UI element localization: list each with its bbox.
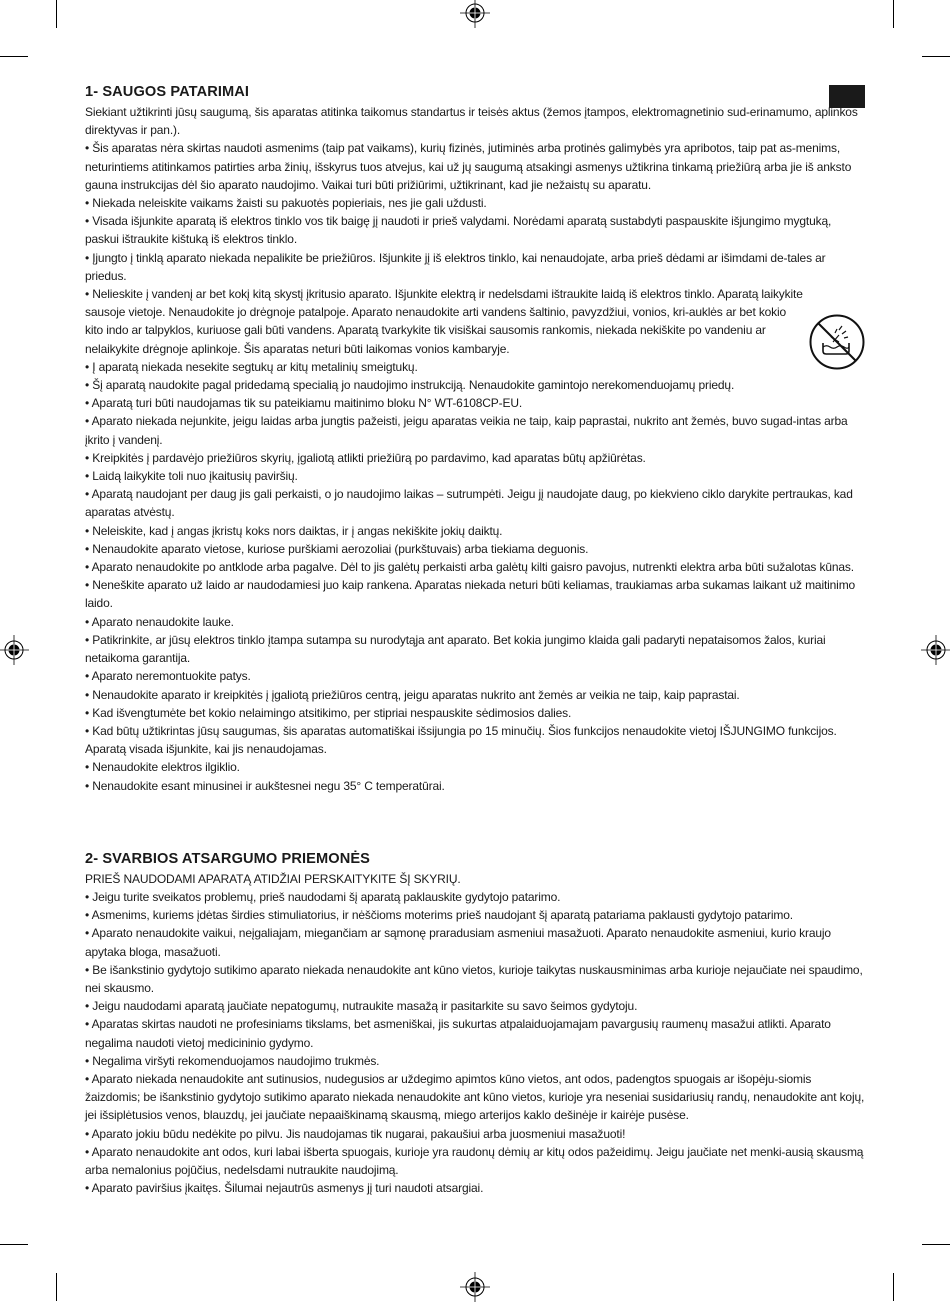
paragraph: • Aparatą naudojant per daug jis gali perkaisti, o jo naudojimo laikas – sutrumpėti. Jeigu jį naudojate daug, po kiekvieno ciklo darykite pertraukas, kad aparatas atvėstų.	[85, 487, 853, 520]
crop-mark-top-left	[56, 0, 57, 28]
paragraph: • Nenaudokite elektros ilgiklio.	[85, 760, 240, 775]
paragraph: • Jeigu naudodami aparatą jaučiate nepatogumų, nutraukite masažą ir pasitarkite su savo šeimos gydytoju.	[85, 999, 638, 1014]
manual-content	[85, 82, 867, 1197]
paragraph: • Aparato neremontuokite patys.	[85, 669, 251, 684]
paragraph: • Visada išjunkite aparatą iš elektros tinklo vos tik baigę jį naudoti ir prieš valydami. Norėdami aparatą sustabdyti paspauskite išjungimo mygtuką, paskui ištraukite kištuką iš elektros tinklo.	[85, 214, 832, 247]
paragraph: • Aparatas skirtas naudoti ne profesiniams tikslams, bet asmeniškai, jis sukurtas atpalaiduojamajam pavargusių raumenų masažui atlikti. Aparato negalima naudoti vietoj medicininio gydymo.	[85, 1017, 831, 1050]
paragraph: • Šis aparatas nėra skirtas naudoti asmenims (taip pat vaikams), kurių fizinės, jutiminės arba protinės galimybės yra apribotos, taip pat as-menims, neturintiems atitinkamos patirties arba žinių, išskyrus tuos atvejus, kai už jų saugumą atsakingi asmenys užtikrina tinkamą priežiūrą arba jie iš anksto gauna instrukcijas dėl šio aparato naudojimo. Vaikai turi būti prižiūrimi, užtikrinant, kad jie nežaistų su aparatu.	[85, 141, 852, 192]
paragraph: • Nenaudokite aparato ir kreipkitės į įgaliotą priežiūros centrą, jeigu aparatas nukrito ant žemės ar veikia ne taip, kaip paprastai.	[85, 687, 740, 702]
paragraph: • Nenaudokite esant minusinei ir aukštesnei negu 35° C temperatūrai.	[85, 778, 445, 793]
paragraph: • Be išankstinio gydytojo sutikimo aparato niekada nenaudokite ant kūno vietos, kurioje taikytas nuskausminimas arba kurioje nejaučiate nei spaudimo, nei skausmo.	[85, 962, 863, 995]
paragraph: • Nelieskite į vandenį ar bet kokį kitą skystį įkritusio aparato. Išjunkite elektrą ir nedelsdami ištraukite laidą iš elektros tinklo. Aparatą laikykite sausoje vietoje. Nenaudokite jo drėgnoje patalpoje. Aparato nenaudokite arti vandens šaltinio, pavyzdžiui, vonios, kri-auklės ar bet kokio kito indo ar talpyklos, kuriuose gali būti vandens. Aparatą tvarkykite tik visiškai sausomis rankomis, niekada nekiškite po vandeniu ar nelaikykite drėgnoje aplinkoje. Šis aparatas neturi būti laikomas vonios kambaryje.	[85, 287, 803, 356]
paragraph: Siekiant užtikrinti jūsų saugumą, šis aparatas atitinka taikomus standartus ir teisės aktus (žemos įtampos, elektromagnetinio sud-erinamumo, aplinkos direktyvas ir pan.).	[85, 105, 858, 138]
paragraph: • Aparato jokiu būdu nedėkite po pilvu. Jis naudojamas tik nugarai, pakaušiui arba juosmeniui masažuoti!	[85, 1126, 626, 1141]
paragraph: • Aparato niekada nejunkite, jeigu laidas arba jungtis pažeisti, jeigu aparatas veikia ne taip, kaip paprastai, nukrito ant žemės, buvo sugad-intas arba įkrito į vandenį.	[85, 414, 848, 447]
crop-mark-bottom-left	[56, 1273, 57, 1301]
paragraph: • Jeigu turite sveikatos problemų, prieš naudodami šį aparatą paklauskite gydytojo patarimo.	[85, 889, 561, 904]
paragraph: • Įjungto į tinklą aparato niekada nepalikite be priežiūros. Išjunkite jį iš elektros tinklo, kai nenaudojate, arba prieš dėdami ar išimdami de-tales ar priedus.	[85, 250, 826, 283]
crop-mark-bottom-right	[893, 1273, 894, 1301]
paragraph: • Aparato nenaudokite ant odos, kuri labai išberta spuogais, kurioje yra raudonų dėmių ar kitų odos pažeidimų. Jeigu jaučiate net menki-ausią skausmą arba nemalonius pojūčius, nedelsdami nutraukite naudojimą.	[85, 1144, 864, 1177]
paragraph: • Aparato nenaudokite po antklode arba pagalve. Dėl to jis galėtų perkaisti arba galėtų kilti gaisro pavojus, nutrenkti elektra arba būti sužalotas kūnas.	[85, 560, 854, 575]
paragraph: • Nenaudokite aparato vietose, kuriose purškiami aerozoliai (purkštuvais) arba tiekiama deguonis.	[85, 541, 589, 556]
section-title-precautions: 2- SVARBIOS ATSARGUMO PRIEMONĖS	[85, 850, 370, 867]
paragraph: • Laidą laikykite toli nuo įkaitusių paviršių.	[85, 469, 298, 484]
paragraph: • Į aparatą niekada nesekite segtukų ar kitų metalinių smeigtukų.	[85, 359, 418, 374]
paragraph: • Kad išvengtumėte bet kokio nelaimingo atsitikimo, per stipriai nespauskite sėdimosios dalies.	[85, 705, 572, 720]
paragraph: • Aparato nenaudokite vaikui, neįgaliajam, miegančiam ar sąmonę praradusiam asmeniui masažuoti. Aparato nenaudokite asmeniui, kurio kraujo apytaka bloga, masažuoti.	[85, 926, 831, 959]
paragraph: • Kad būtų užtikrintas jūsų saugumas, šis aparatas automatiškai išsijungia po 15 minučių. Šios funkcijos nenaudokite vietoj IŠJUNGIMO funkcijos. Aparatą visada išjunkite, kai jis nenaudojamas.	[85, 723, 837, 757]
crop-mark-right-top	[922, 56, 950, 57]
section-spacer	[85, 795, 867, 849]
crop-mark-top-right	[893, 0, 894, 28]
paragraph: • Aparato nenaudokite lauke.	[85, 614, 234, 629]
paragraph: • Patikrinkite, ar jūsų elektros tinklo įtampa sutampa su nurodytąja ant aparato. Bet kokia jungimo klaida gali padaryti nepataisomos žalos, kuriai netaikoma garantija.	[85, 632, 826, 666]
paragraph: • Šį aparatą naudokite pagal pridedamą specialią jo naudojimo instrukciją. Nenaudokite gamintojo nerekomenduojamų priedų.	[85, 378, 735, 393]
paragraph: • Aparatą turi būti naudojamas tik su pateikiamu maitinimo bloku N° WT-6108CP-EU.	[85, 396, 523, 411]
registration-mark-icon	[460, 0, 490, 28]
paragraph: • Aparato niekada nenaudokite ant sutinusios, nudegusios ar uždegimo apimtos kūno vietos, ant odos, padengtos spuogais ar išopėju-siomis žaizdomis; be išankstinio gydytojo sutikimo aparato niekada nenaudokite ant kūno vietos, kurioje yra neseniai susidariusių randų, nenaudokite ant kojų, jei išsiplėtusios venos, blauzdų, jei jaučiate nepaaiškinamą skausmą, miego arterijos kaklo dešinėje ir kairėje pusėse.	[85, 1071, 865, 1123]
paragraph: • Negalima viršyti rekomenduojamos naudojimo trukmės.	[85, 1053, 380, 1068]
registration-mark-icon	[921, 635, 950, 665]
registration-mark-icon	[0, 635, 29, 665]
paragraph: • Neleiskite, kad į angas įkristų koks nors daiktas, ir į angas nekiškite jokių daiktų.	[85, 523, 503, 538]
section-title-safety: 1- SAUGOS PATARIMAI	[85, 84, 250, 100]
crop-mark-right-bottom	[922, 1244, 950, 1245]
paragraph: • Kreipkitės į pardavėjo priežiūros skyrių, įgaliotą atlikti priežiūrą po pardavimo, kad aparatas būtų apžiūrėtas.	[85, 450, 646, 465]
crop-mark-left-top	[0, 56, 28, 57]
paragraph: • Niekada neleiskite vaikams žaisti su pakuotės popieriais, nes jie gali uždusti.	[85, 196, 487, 211]
paragraph: • Aparato paviršius įkaitęs. Šilumai nejautrūs asmenys jį turi naudoti atsargiai.	[85, 1181, 484, 1196]
paragraph: PRIEŠ NAUDODAMI APARATĄ ATIDŽIAI PERSKAITYKITE ŠĮ SKYRIŲ.	[85, 871, 461, 886]
crop-mark-left-bottom	[0, 1244, 28, 1245]
registration-mark-icon	[460, 1272, 490, 1302]
paragraph: • Neneškite aparato už laido ar naudodamiesi juo kaip rankena. Aparatas niekada neturi būti keliamas, traukiamas arba sukamas laikant už maitinimo laido.	[85, 578, 856, 611]
paragraph: • Asmenims, kuriems įdėtas širdies stimuliatorius, ir nėščioms moterims prieš naudojant šį aparatą patariama paklausti gydytojo patarimo.	[85, 908, 793, 923]
